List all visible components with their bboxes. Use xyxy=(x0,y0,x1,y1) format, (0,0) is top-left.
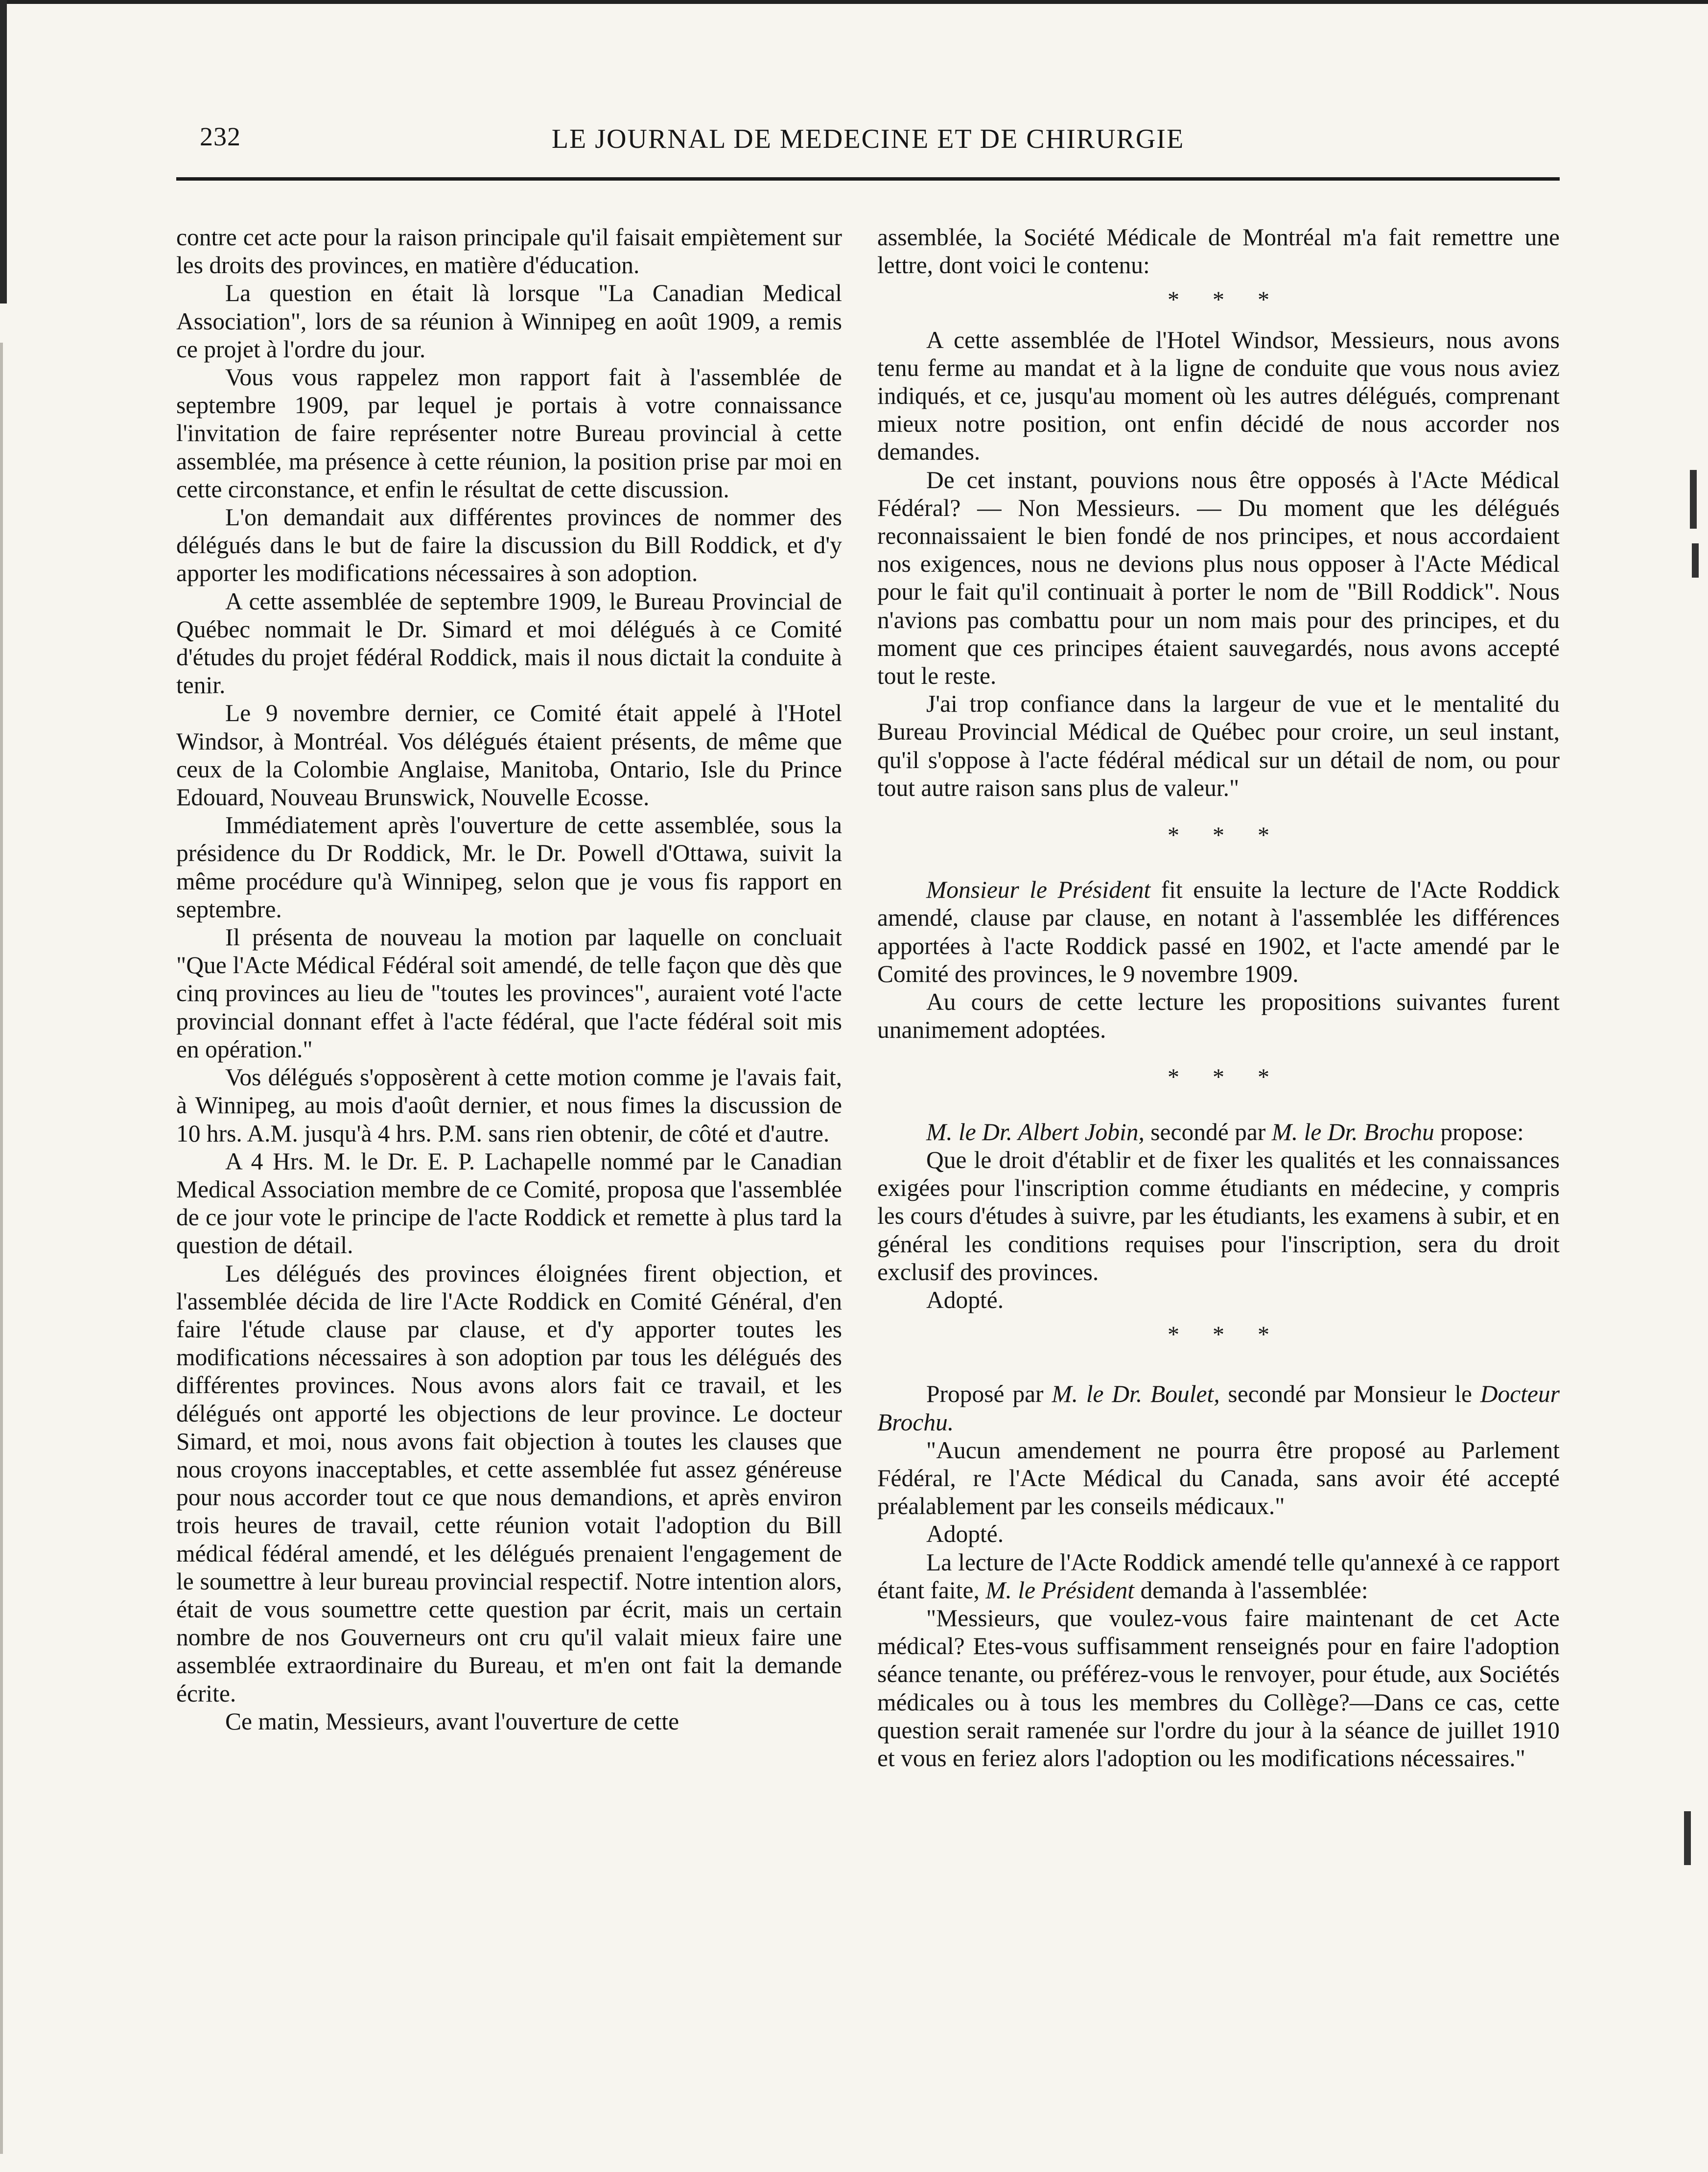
text-run: Proposé par xyxy=(926,1380,1052,1408)
paragraph: Ce matin, Messieurs, avant l'ouverture de cette xyxy=(225,1707,679,1735)
paragraph: J'ai trop confiance dans la largeur de vue et le mentalité du Bureau Provincial Médical de Québec pour croire, un seul instant, qu'il s'oppose à l'acte fédéral médical sur un détail de nom, ou pour tout autre raison sans plus de valeur." xyxy=(877,690,1560,801)
italic-name: M. le Président xyxy=(985,1576,1135,1604)
paragraph: Les délégués des provinces éloignées firent objection, et l'assemblée décida de lire l'Acte Roddick en Comité Général, d'en faire l'étude clause par clause, et d'y apporter toutes les modifications nécessaires à son adoption par tous les délégués des différentes provinces. Nous avons alors fait ce travail, et les délégués ont apporté les objections de leur province. Le docteur Simard, et moi, nous avons fait objection à toutes les clauses que nous croyons inacceptables, et cette assemblée fut assez généreuse pour nous accorder tout ce que nous demandions, et après environ trois heures de travail, cette réunion votait l'adoption du Bill médical fédéral amendé, et les délégués prenaient l'engagement de le soumettre à leur bureau provincial respectif. Notre intention alors, était de vous soumettre cette question par écrit, mais un certain nombre de nos Gouverneurs ont cru qu'il valait mieux faire une assemblée extraordinaire du Bureau, et m'en ont fait la demande écrite. xyxy=(176,1260,842,1707)
paragraph xyxy=(877,876,1560,988)
section-separator: * * * xyxy=(1168,1322,1283,1348)
paragraph xyxy=(877,1118,1560,1146)
paragraph: A 4 Hrs. M. le Dr. E. P. Lachapelle nommé par le Canadian Medical Association membre de ce Comité, proposa que l'assemblée de ce jour vote le principe de l'acte Roddick et remette à plus tard la question de détail. xyxy=(176,1147,842,1259)
paragraph: Adopté. xyxy=(926,1520,1004,1548)
margin-mark xyxy=(1690,470,1697,529)
right-column xyxy=(877,223,1560,1772)
paragraph: assemblée, la Société Médicale de Montréal m'a fait remettre une lettre, dont voici le contenu: xyxy=(877,224,1560,279)
journal-title: LE JOURNAL DE MEDECINE ET DE CHIRURGIE xyxy=(551,124,1185,154)
binding-edge-shadow xyxy=(0,343,3,2154)
paragraph: Adopté. xyxy=(926,1286,1004,1313)
paragraph: L'on demandait aux différentes provinces de nommer des délégués dans le but de faire la discussion du Bill Roddick, et d'y apporter les modifications nécessaires à son adoption. xyxy=(176,504,842,587)
text-run: demanda à l'assemblée: xyxy=(1134,1576,1368,1604)
paragraph: De cet instant, pouvions nous être opposés à l'Acte Médical Fédéral? — Non Messieurs. — Du moment que les délégués reconnaissaient le bien fondé de nos principes, et nous accordaient nos exigences, nous ne devions plus nous opposer à l'Acte Médical pour le fait qu'il continuait à porter le nom de "Bill Roddick". Nous n'avions pas combattu pour un nom mais pour des principes, et du moment que ces principes étaient sauvegardés, nous avons accepté tout le reste. xyxy=(877,466,1560,690)
binding-edge xyxy=(0,0,7,304)
paragraph xyxy=(877,1380,1560,1436)
paragraph: Il présenta de nouveau la motion par laquelle on concluait "Que l'Acte Médical Fédéral soit amendé, de telle façon que dès que cinq provinces au lieu de "toutes les provinces", auraient voté l'acte provincial donnant effet à l'acte fédéral, que l'acte fédéral soit mis en opération." xyxy=(176,924,842,1063)
margin-mark xyxy=(1684,1811,1691,1865)
spacer xyxy=(877,1360,1560,1380)
text-run: La lecture de l'Acte Roddick amendé telle qu'annexé à ce rapport étant faite, xyxy=(877,1548,1560,1604)
paragraph: Le 9 novembre dernier, ce Comité était appelé à l'Hotel Windsor, à Montréal. Vos délégués étaient présents, de même que ceux de la Colombie Anglaise, Manitoba, Ontario, Isle du Prince Edouard, Nouveau Brunswick, Nouvelle Ecosse. xyxy=(176,700,842,811)
paragraph: Vos délégués s'opposèrent à cette motion comme je l'avais fait, à Winnipeg, au mois d'août dernier, et nous fimes la discussion de 10 hrs. A.M. jusqu'à 4 hrs. P.M. sans rien obtenir, de côté et d'autre. xyxy=(176,1064,842,1147)
paragraph: A cette assemblée de septembre 1909, le Bureau Provincial de Québec nommait le Dr. Simard et moi délégués à ce Comité d'études du projet fédéral Roddick, mais il nous dictait la conduite à tenir. xyxy=(176,587,842,699)
paragraph: La question en était là lorsque "La Canadian Medical Association", lors de sa réunion à Winnipeg en août 1909, a remis ce projet à l'ordre du jour. xyxy=(176,280,842,363)
paragraph xyxy=(877,1548,1560,1604)
text-run: propose: xyxy=(1434,1118,1524,1145)
left-column xyxy=(176,223,842,1735)
section-separator: * * * xyxy=(1168,1064,1283,1091)
margin-mark xyxy=(1692,543,1699,578)
paragraph: "Messieurs, que voulez-vous faire maintenant de cet Acte médical? Etes-vous suffisamment renseignés pour en faire l'adoption séance tenante, ou préférez-vous le renvoyer, pour étude, aux Sociétés médicales ou à tous les membres du Collège?—Dans ce cas, cette question serait ramenée sur l'ordre du jour à la séance de juillet 1910 et vous en feriez alors l'adoption ou les modifications nécessaires." xyxy=(877,1604,1560,1772)
paragraph: contre cet acte pour la raison principale qu'il faisait empiètement sur les droits des provinces, en matière d'éducation. xyxy=(176,224,842,279)
text-run: fit ensuite la lecture de l'Acte Roddick amendé, clause par clause, en notant à l'assemblée les différences apportées à l'acte Roddick passé en 1902, et l'acte amendé par le Comité des provinces, le 9 novembre 1909. xyxy=(877,876,1560,987)
top-edge-rule xyxy=(0,0,1708,4)
italic-name: Docteur Brochu. xyxy=(877,1380,1560,1436)
paragraph: "Aucun amendement ne pourra être proposé au Parlement Fédéral, re l'Acte Médical du Canada, sans avoir été accepté préalablement par les conseils médicaux." xyxy=(877,1436,1560,1520)
paragraph: Que le droit d'établir et de fixer les qualités et les connaissances exigées pour l'inscription comme étudiants en médecine, y compris les cours d'études à suivre, par les étudiants, les examens à subir, et en général les conditions requises pour l'inscription, sera du droit exclusif des provinces. xyxy=(877,1146,1560,1285)
text-run: secondé par Monsieur le xyxy=(1219,1380,1480,1408)
italic-name: M. le Dr. Boulet, xyxy=(1052,1380,1220,1408)
section-separator: * * * xyxy=(1168,287,1283,313)
paragraph: Immédiatement après l'ouverture de cette assemblée, sous la présidence du Dr Roddick, Mr. le Dr. Powell d'Ottawa, suivit la même procédure qu'à Winnipeg, selon que je vous fis rapport en septembre. xyxy=(176,812,842,923)
text-run: secondé par xyxy=(1144,1118,1272,1145)
paragraph: Au cours de cette lecture les propositions suivantes furent unanimement adoptées. xyxy=(877,988,1560,1044)
header-rule xyxy=(176,177,1560,181)
italic-name: M. le Dr. Brochu xyxy=(1271,1118,1434,1145)
page-header xyxy=(176,117,1560,180)
paragraph: A cette assemblée de l'Hotel Windsor, Messieurs, nous avons tenu ferme au mandat et à la ligne de conduite que vous nous aviez indiqués, et ce, jusqu'au moment où les autres délégués, comprenant mieux notre position, ont enfin décidé de nous accorder nos demandes. xyxy=(877,326,1560,466)
italic-name: M. le Dr. Albert Jobin, xyxy=(926,1118,1145,1145)
italic-name: Monsieur le Président xyxy=(926,876,1151,904)
page-number: 232 xyxy=(200,122,241,151)
section-separator: * * * xyxy=(1168,822,1283,849)
paragraph: Vous vous rappelez mon rapport fait à l'assemblée de septembre 1909, par lequel je portais à votre connaissance l'invitation de faire représenter notre Bureau provincial à cette assemblée, ma présence à cette réunion, la position prise par moi en cette circonstance, et enfin le résultat de cette discussion. xyxy=(176,364,842,503)
